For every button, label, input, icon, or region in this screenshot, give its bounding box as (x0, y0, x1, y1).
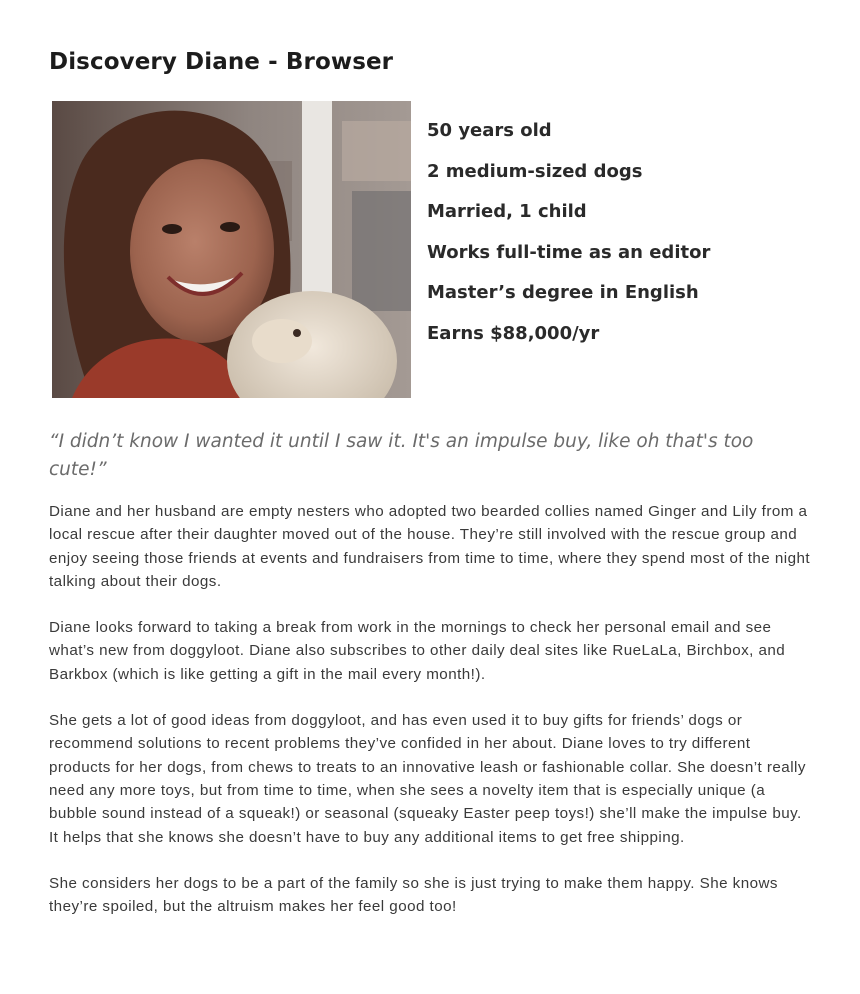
paragraph-motivation: She considers her dogs to be a part of the family so she is just trying to make them happy. She knows they’re spoiled, but the altruism makes her feel good too! (49, 874, 778, 916)
fact-job: Works full-time as an editor (427, 241, 711, 263)
paragraph-background: Diane and her husband are empty nesters who adopted two bearded collies named Ginger and Lily from a local rescue after their daughter moved out of the house. They’re still involved with the rescue group and enjoy seeing those friends at events and fundraisers from time to time, where they spend most of the night talking about their dogs. (49, 503, 811, 590)
fact-income: Earns $88,000/yr (427, 322, 600, 344)
fact-dogs: 2 medium-sized dogs (427, 160, 643, 182)
paragraph-habits: Diane looks forward to taking a break from work in the mornings to check her personal email and see what’s new from doggyloot. Diane also subscribes to other daily deal sites like RueLaLa, Birchbox, and Barkbox (which is like getting a gift in the mail every month!). (49, 619, 786, 683)
paragraph-shopping: She gets a lot of good ideas from doggyloot, and has even used it to buy gifts for friends’ dogs or recommend solutions to recent problems they’ve confided in her about. Diane loves to try different products for her dogs, from chews to treats to an innovative leash or fashionable collar. She doesn’t really need any more toys, but from time to time, when she sees a novelty item that is especially unique (a bubble sound instead of a squeak!) or seasonal (squeaky Easter peep toys!) she’ll make the impulse buy. It helps that she knows she doesn’t have to buy any additional items to get free shipping. (49, 712, 806, 846)
persona-quote: “I didn’t know I wanted it until I saw it. It's an impulse buy, like oh that's too cute!” (49, 431, 754, 480)
persona-photo (52, 101, 411, 398)
page-title: Discovery Diane - Browser (49, 49, 394, 76)
persona-description (49, 500, 814, 941)
persona-facts-list (427, 118, 710, 362)
fact-education: Master’s degree in English (427, 282, 699, 304)
fact-family: Married, 1 child (427, 201, 587, 223)
fact-age: 50 years old (427, 120, 552, 141)
